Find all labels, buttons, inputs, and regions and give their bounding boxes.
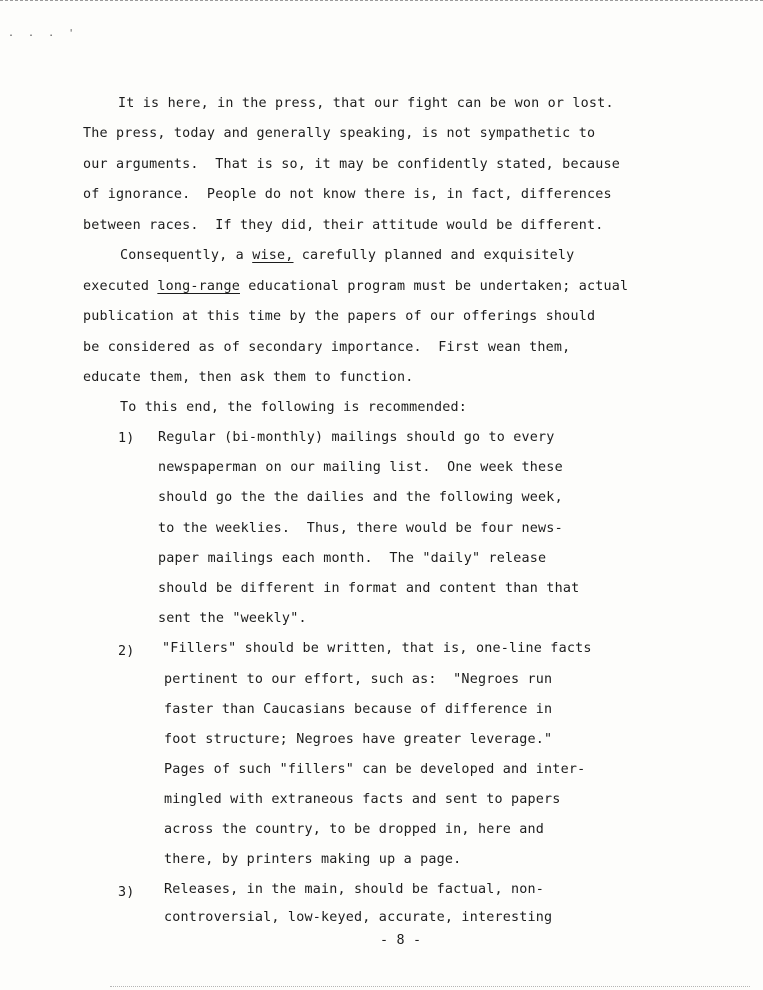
item-1-line-7: sent the "weekly". bbox=[158, 611, 307, 626]
item-1-line-5: paper mailings each month. The "daily" release bbox=[158, 551, 547, 566]
paragraph-1-line-5: between races. If they did, their attitude would be different. bbox=[83, 218, 604, 233]
item-1-number: 1) bbox=[118, 431, 135, 446]
item-2-line-4: foot structure; Negroes have greater leverage." bbox=[164, 732, 553, 747]
paragraph-2-line-1-end: carefully planned and exquisitely bbox=[293, 248, 575, 263]
item-3-line-2: controversial, low-keyed, accurate, interesting bbox=[164, 910, 553, 925]
item-2-number: 2) bbox=[118, 644, 135, 659]
paragraph-2-line-2-end: educational program must be undertaken; actual bbox=[239, 279, 629, 294]
paragraph-1-line-2: The press, today and generally speaking, is not sympathetic to bbox=[83, 126, 596, 141]
scan-corner-marks: . . . ' bbox=[8, 28, 79, 39]
paragraph-2-line-1-start: Consequently, a bbox=[120, 248, 253, 263]
item-1-line-1: Regular (bi-monthly) mailings should go to every bbox=[158, 430, 555, 445]
scan-bottom-edge bbox=[110, 986, 750, 987]
item-2-line-8: there, by printers making up a page. bbox=[164, 852, 462, 867]
item-3-number: 3) bbox=[118, 885, 135, 900]
item-3-line-1: Releases, in the main, should be factual, non- bbox=[164, 882, 545, 897]
item-2-line-5: Pages of such "fillers" can be developed and inter- bbox=[164, 762, 586, 777]
paragraph-1-line-1: It is here, in the press, that our fight can be won or lost. bbox=[118, 96, 614, 111]
item-1-line-2: newspaperman on our mailing list. One week these bbox=[158, 460, 563, 475]
underlined-word-wise: wise, bbox=[252, 248, 294, 263]
paragraph-2-line-3: publication at this time by the papers of our offerings should bbox=[83, 309, 596, 324]
item-2-line-7: across the country, to be dropped in, here and bbox=[164, 822, 545, 837]
item-2-line-6: mingled with extraneous facts and sent to papers bbox=[164, 792, 561, 807]
paragraph-1-line-4: of ignorance. People do not know there is, in fact, differences bbox=[83, 187, 612, 202]
paragraph-2-line-1 bbox=[120, 249, 574, 262]
item-1-line-3: should go the the dailies and the following week, bbox=[158, 490, 563, 505]
scan-top-edge bbox=[0, 0, 763, 1]
underlined-word-long-range: long-range bbox=[157, 279, 240, 294]
item-2-line-3: faster than Caucasians because of difference in bbox=[164, 702, 553, 717]
paragraph-1-line-3: our arguments. That is so, it may be confidently stated, because bbox=[83, 157, 621, 172]
page-number: - 8 - bbox=[380, 933, 422, 948]
recommendations-intro: To this end, the following is recommended: bbox=[120, 400, 467, 415]
item-1-line-6: should be different in format and content than that bbox=[158, 581, 580, 596]
paragraph-2-line-2 bbox=[83, 280, 628, 293]
paragraph-2-line-4: be considered as of secondary importance. First wean them, bbox=[83, 340, 571, 355]
item-1-line-4: to the weeklies. Thus, there would be four news- bbox=[158, 521, 563, 536]
paragraph-2-line-5: educate them, then ask them to function. bbox=[83, 370, 414, 385]
item-2-line-2: pertinent to our effort, such as: "Negroes run bbox=[164, 672, 553, 687]
paragraph-2-line-2-start: executed bbox=[83, 279, 158, 294]
item-2-line-1: "Fillers" should be written, that is, one-line facts bbox=[162, 641, 592, 656]
